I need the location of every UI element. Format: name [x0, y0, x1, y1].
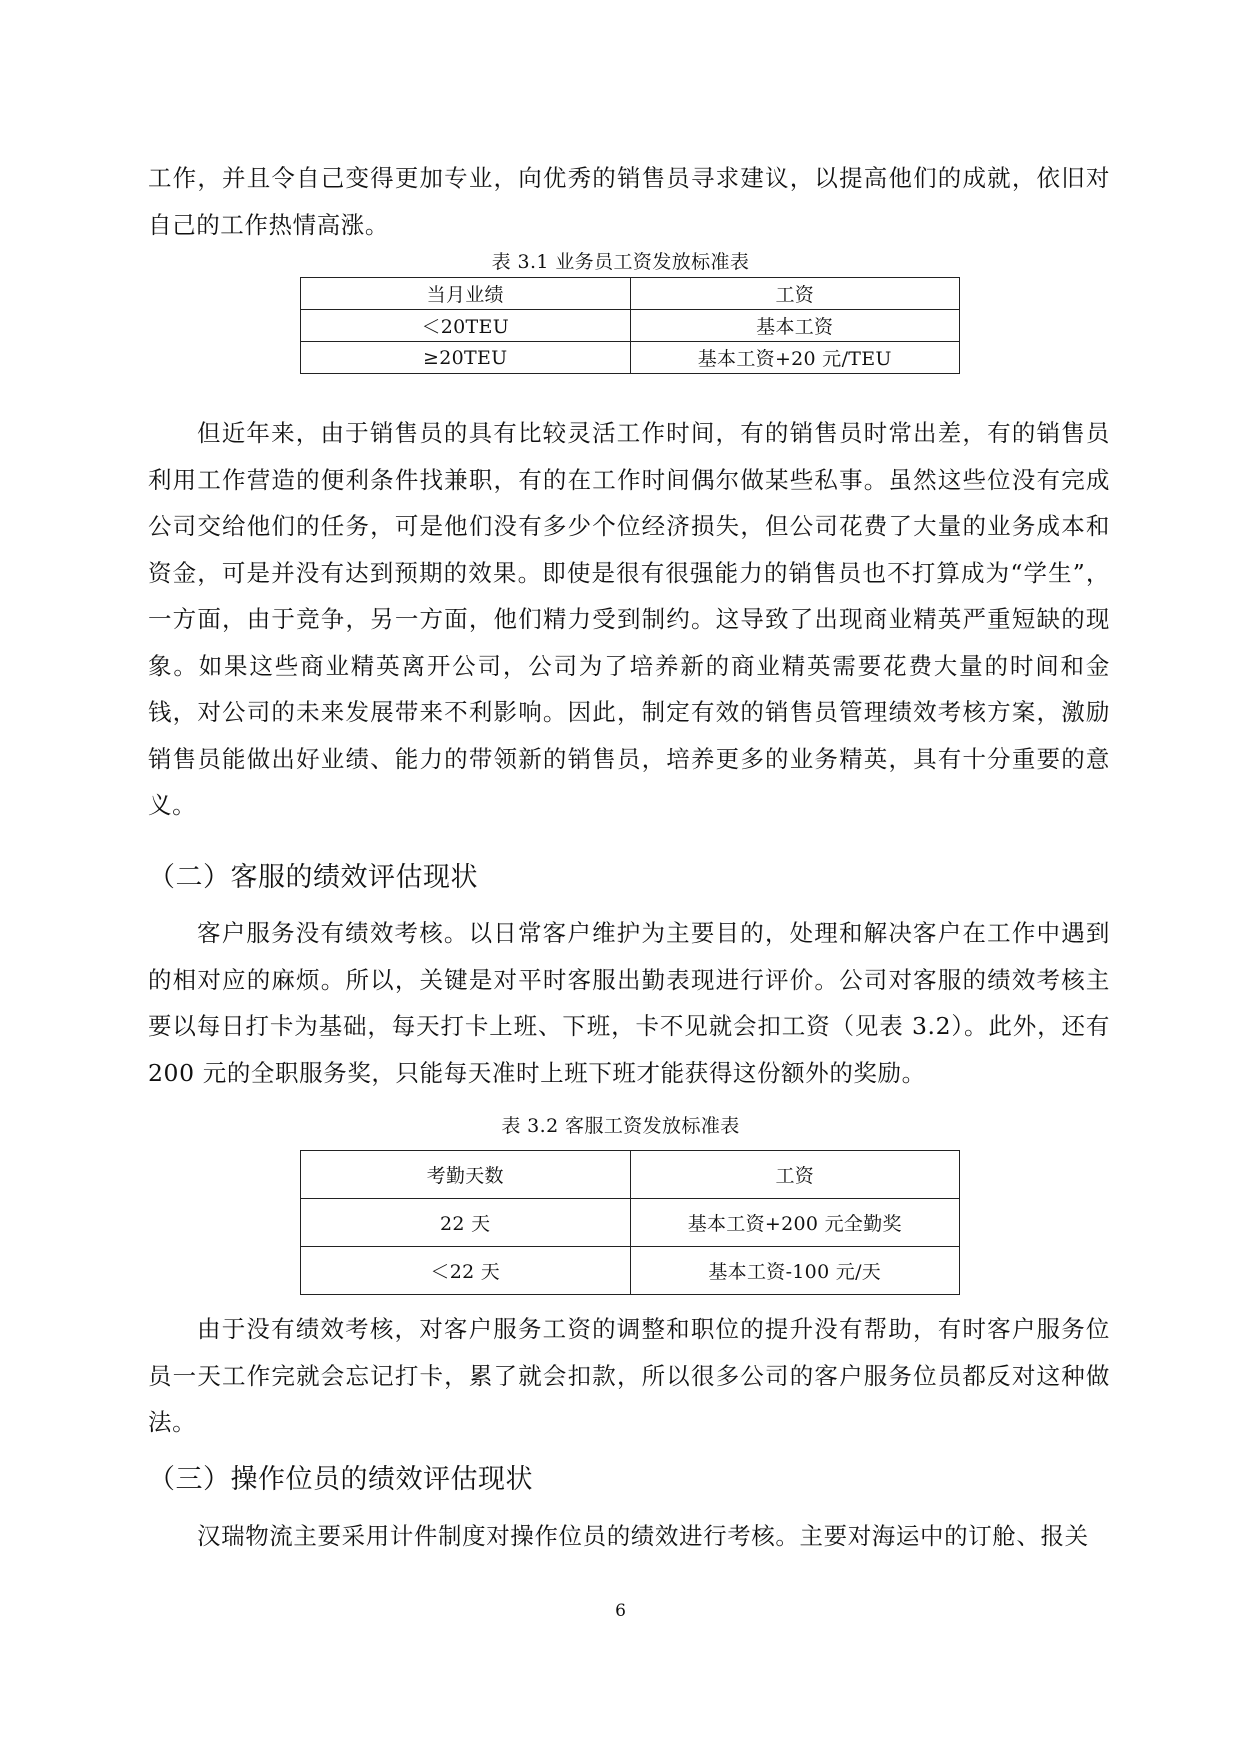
section-heading-customer-service: （二）客服的绩效评估现状: [148, 862, 478, 893]
table-3-2: [300, 1150, 960, 1295]
table-header-cell: 工资: [630, 278, 960, 310]
page-number: 6: [615, 1601, 626, 1621]
table-cell: 基本工资+20 元/TEU: [630, 342, 960, 374]
table-cell: ＜22 天: [301, 1247, 631, 1295]
table-row: [301, 1199, 960, 1247]
table-cell: 基本工资+200 元全勤奖: [630, 1199, 960, 1247]
table-row: [301, 342, 960, 374]
paragraph-no-assessment: 由于没有绩效考核，对客户服务工资的调整和职位的提升没有帮助，有时客户服务位员一天工作完就会忘记打卡，累了就会扣款，所以很多公司的客户服务位员都反对这种做法。: [148, 1315, 1110, 1436]
table-3-1-caption: 表 3.1 业务员工资发放标准表: [491, 251, 750, 273]
table-header-cell: 工资: [630, 1151, 960, 1199]
table-cell: 22 天: [301, 1199, 631, 1247]
table-header-cell: 当月业绩: [301, 278, 631, 310]
section-heading-operators: （三）操作位员的绩效评估现状: [148, 1464, 533, 1495]
table-row: [301, 1247, 960, 1295]
table-3-1: [300, 277, 960, 374]
table-cell: 基本工资-100 元/天: [630, 1247, 960, 1295]
paragraph-operators: 汉瑞物流主要采用计件制度对操作位员的绩效进行考核。主要对海运中的订舱、报关: [197, 1522, 1089, 1550]
paragraph-sales-issues: 但近年来，由于销售员的具有比较灵活工作时间，有的销售员时常出差，有的销售员利用工作营造的便利条件找兼职，有的在工作时间偶尔做某些私事。虽然这些位没有完成公司交给他们的任务，可是他们没有多少个位经济损失，但公司花费了大量的业务成本和资金，可是并没有达到预期的效果。即使是很有很强能力的销售员也不打算成为“学生”，一方面，由于竞争，另一方面，他们精力受到制约。这导致了出现商业精英严重短缺的现象。如果这些商业精英离开公司，公司为了培养新的商业精英需要花费大量的时间和金钱，对公司的未来发展带来不利影响。因此，制定有效的销售员管理绩效考核方案，激励销售员能做出好业绩、能力的带领新的销售员，培养更多的业务精英，具有十分重要的意义。: [148, 419, 1110, 819]
table-cell: 基本工资: [630, 310, 960, 342]
table-header-row: [301, 1151, 960, 1199]
table-cell: ≥20TEU: [301, 342, 631, 374]
table-row: [301, 310, 960, 342]
paragraph-customer-service: 客户服务没有绩效考核。以日常客户维护为主要目的，处理和解决客户在工作中遇到的相对应的麻烦。所以，关键是对平时客服出勤表现进行评价。公司对客服的绩效考核主要以每日打卡为基础，每天打卡上班、下班，卡不见就会扣工资（见表 3.2）。此外，还有 200 元的全职服务奖，只能每天准时上班下班才能获得这份额外的奖励。: [148, 919, 1110, 1087]
table-header-row: [301, 278, 960, 310]
table-3-2-caption: 表 3.2 客服工资发放标准表: [501, 1115, 740, 1137]
table-header-cell: 考勤天数: [301, 1151, 631, 1199]
paragraph-continued: 工作，并且令自己变得更加专业，向优秀的销售员寻求建议，以提高他们的成就，依旧对自己的工作热情高涨。: [148, 164, 1110, 239]
table-cell: ＜20TEU: [301, 310, 631, 342]
